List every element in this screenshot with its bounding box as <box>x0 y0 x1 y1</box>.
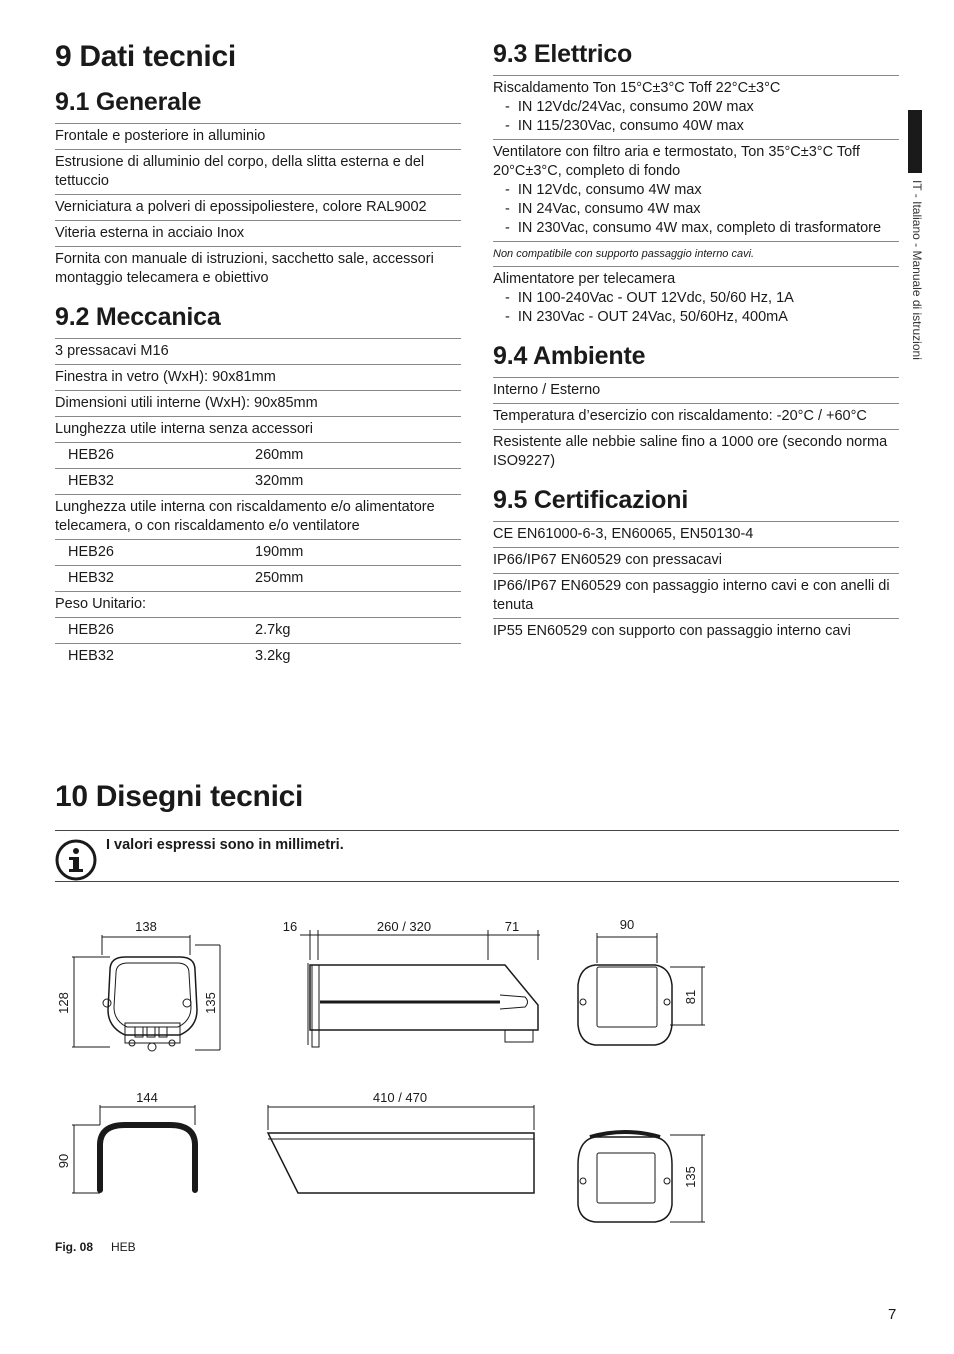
side-view-drawing <box>300 930 540 1047</box>
spec-pair-row <box>55 643 461 669</box>
spec-pair-row <box>55 468 461 494</box>
spec-row: CE EN61000-6-3, EN60065, EN50130-4 <box>493 521 899 547</box>
model-label: HEB32 <box>68 473 114 489</box>
dim-label: 260 / 320 <box>376 919 432 934</box>
spec-row: IP66/IP67 EN60529 con passaggio interno cavi e con anelli di tenuta <box>493 573 899 618</box>
left-column <box>55 40 461 681</box>
spec-list-item: - IN 230Vac - OUT 24Vac, 50/60Hz, 400mA <box>505 309 788 325</box>
info-text: I valori espressi sono in millimetri. <box>106 837 344 853</box>
right-column <box>493 40 899 656</box>
front-view-drawing <box>72 935 220 1051</box>
dim-label: 135 <box>203 992 218 1014</box>
model-label: HEB32 <box>68 570 114 586</box>
roof-front-drawing <box>72 1105 195 1193</box>
spec-list-item: - IN 24Vac, consumo 4W max <box>505 201 701 217</box>
spec-row: Temperatura d’esercizio con riscaldamento: -20°C / +60°C <box>493 403 899 429</box>
model-label: HEB32 <box>68 648 114 664</box>
section-heading: 9.3 Elettrico <box>493 40 633 68</box>
spec-pair-row <box>55 442 461 468</box>
spec-row: Estrusione di alluminio del corpo, della slitta esterna e del tettuccio <box>55 149 461 194</box>
dim-label: 135 <box>683 1166 698 1188</box>
spec-row: Frontale e posteriore in alluminio <box>55 123 461 149</box>
technical-drawings <box>50 905 730 1235</box>
spec-block-fan <box>493 139 899 241</box>
dim-label: 144 <box>136 1090 158 1105</box>
section-certificazioni <box>493 486 899 644</box>
section-meccanica <box>55 303 461 669</box>
sidebar-label: IT - Italiano - Manuale di istruzioni <box>910 180 924 360</box>
figure-caption <box>55 1240 136 1254</box>
model-value: 260mm <box>255 447 304 463</box>
model-label: HEB26 <box>68 447 114 463</box>
spec-list-item: - IN 100-240Vac - OUT 12Vdc, 50/60 Hz, 1A <box>505 290 794 306</box>
dim-label: 81 <box>683 989 698 1005</box>
model-label: HEB26 <box>68 622 114 638</box>
spec-row: IP66/IP67 EN60529 con pressacavi <box>493 547 899 573</box>
model-value: 250mm <box>255 570 304 586</box>
spec-pair-row <box>55 565 461 591</box>
figure-text: HEB <box>111 1240 136 1254</box>
model-value: 2.7kg <box>255 622 291 638</box>
model-value: 190mm <box>255 544 304 560</box>
dim-label: 128 <box>56 992 71 1014</box>
dim-label: 410 / 470 <box>372 1090 428 1105</box>
spec-pair-row <box>55 539 461 565</box>
info-icon <box>55 839 97 881</box>
spec-list-item: - IN 12Vdc/24Vac, consumo 20W max <box>505 99 754 115</box>
section-heading: 9.2 Meccanica <box>55 303 221 331</box>
section-generale <box>55 88 461 291</box>
language-tab-marker <box>908 110 922 173</box>
figure-label: Fig. 08 <box>55 1240 94 1254</box>
spec-row: 3 pressacavi M16 <box>55 338 461 364</box>
spec-row: IP55 EN60529 con supporto con passaggio interno cavi <box>493 618 899 644</box>
section-heading: 9.4 Ambiente <box>493 342 646 370</box>
spec-pair-row <box>55 617 461 643</box>
spec-list-item: - IN 12Vdc, consumo 4W max <box>505 182 702 198</box>
spec-block-title: Riscaldamento Ton 15°C±3°C Toff 22°C±3°C <box>493 80 781 96</box>
spec-row: Fornita con manuale di istruzioni, sacchetto sale, accessori montaggio telecamera e obiettivo <box>55 246 461 291</box>
spec-block-heating <box>493 75 899 139</box>
chapter-title: 9 Dati tecnici <box>55 40 236 73</box>
dim-label: 138 <box>135 919 157 934</box>
section-heading: 9.5 Certificazioni <box>493 486 689 514</box>
dim-label: 90 <box>619 917 635 932</box>
roof-side-drawing <box>268 1105 534 1193</box>
dim-label: 90 <box>56 1153 71 1169</box>
section-heading: 9.1 Generale <box>55 88 202 116</box>
chapter-title: 10 Disegni tecnici <box>55 780 304 813</box>
spec-block-title: Ventilatore con filtro aria e termostato, Ton 35°C±3°C Toff 20°C±3°C, completo di fondo <box>493 144 860 179</box>
section-ambiente <box>493 342 899 474</box>
rear-view-drawing <box>578 933 705 1045</box>
dim-label: 16 <box>282 919 298 934</box>
model-value: 3.2kg <box>255 648 291 664</box>
section-elettrico <box>493 40 899 330</box>
spec-row: Resistente alle nebbie saline fino a 1000 ore (secondo norma ISO9227) <box>493 429 899 474</box>
compat-note: Non compatibile con supporto passaggio interno cavi. <box>493 241 899 266</box>
spec-row: Interno / Esterno <box>493 377 899 403</box>
spec-row: Viteria esterna in acciaio Inox <box>55 220 461 246</box>
spec-list-item: - IN 230Vac, consumo 4W max, completo di trasformatore <box>505 220 882 236</box>
model-label: HEB26 <box>68 544 114 560</box>
dim-label: 71 <box>504 919 520 934</box>
info-box <box>55 830 899 882</box>
spec-row: Finestra in vetro (WxH): 90x81mm <box>55 364 461 390</box>
spec-row: Dimensioni utili interne (WxH): 90x85mm <box>55 390 461 416</box>
model-value: 320mm <box>255 473 304 489</box>
spec-row: Lunghezza utile interna senza accessori <box>55 416 461 442</box>
spec-row: Peso Unitario: <box>55 591 461 617</box>
spec-list-item: - IN 115/230Vac, consumo 40W max <box>505 118 744 134</box>
spec-block-title: Alimentatore per telecamera <box>493 271 676 287</box>
spec-row: Lunghezza utile interna con riscaldamento e/o alimentatore telecamera, o con riscaldamento e/o ventilatore <box>55 494 461 539</box>
spec-block-psu <box>493 266 899 330</box>
spec-row: Verniciatura a polveri di epossipoliestere, colore RAL9002 <box>55 194 461 220</box>
page-number: 7 <box>888 1306 897 1323</box>
